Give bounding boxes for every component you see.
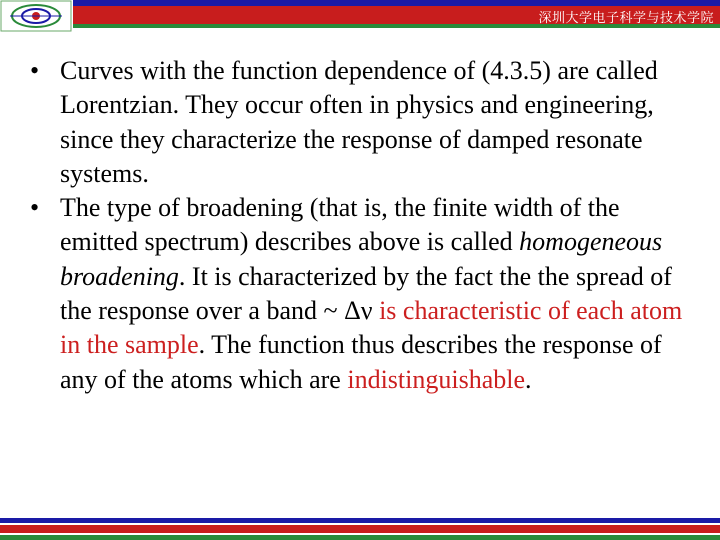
university-seal-icon xyxy=(0,0,72,32)
bullet-dot-icon: • xyxy=(30,193,40,223)
footer-bar xyxy=(0,518,720,540)
highlight-indistinguishable: indistinguishable xyxy=(347,364,526,394)
term-homogeneous-broadening: homogeneous broadening xyxy=(60,227,663,291)
bullet-2-text-part1: The type of broadening (that is, the finite width of the emitted spectrum) describes above is called xyxy=(60,193,620,257)
header-bar xyxy=(73,0,720,28)
bullet-dot-icon: • xyxy=(30,56,40,85)
bullet-2-text-end: . xyxy=(525,364,532,394)
university-logo xyxy=(0,0,72,32)
bullet-2-text-part3: . The function thus describes the response of any of the atoms which are xyxy=(60,330,662,394)
slide-content xyxy=(28,54,688,397)
bullet-item xyxy=(28,54,688,191)
bullet-1-text: Curves with the function dependence of (4.3.5) are called Lorentzian. They occur often in physics and engineering, since they characterize the response of damped resonate systems. xyxy=(60,56,658,188)
bullet-2-text-part2: . It is characterized by the fact the the spread of the response over a band ~ Δν xyxy=(60,261,672,326)
highlight-characteristic: is characteristic of each atom in the sample xyxy=(60,296,683,360)
institution-name: 深圳大学电子科学与技术学院 xyxy=(538,11,714,26)
bullet-item xyxy=(28,191,688,397)
